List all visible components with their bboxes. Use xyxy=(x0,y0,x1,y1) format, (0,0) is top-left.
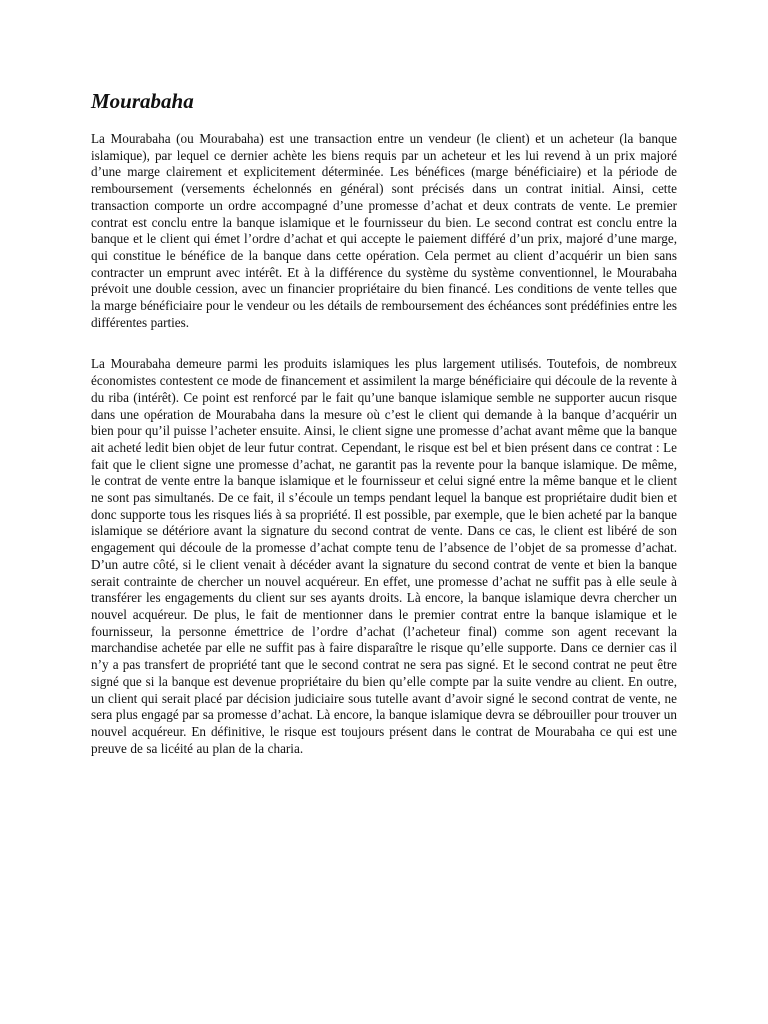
paragraph-risk-analysis: La Mourabaha demeure parmi les produits islamiques les plus largement utilisés. Toutefois, de nombreux économistes contestent ce mode de financement et assimilent la marge bénéficiaire qui découle de la revente à du riba (intérêt). Ce point est renforcé par le fait qu’une banque islamique semble ne supporter aucun risque dans une opération de Mourabaha dans la mesure où c’est le client qui demande à la banque d’acquérir un bien pour qu’il puisse l’acheter ensuite. Ainsi, le client signe une promesse d’achat avant même que la banque ait acheté ledit bien objet de leur futur contrat. Cependant, le risque est bel et bien présent dans ce contrat : Le fait que le client signe une promesse d’achat, ne garantit pas la revente pour la banque islamique. De même, le contrat de vente entre la banque islamique et le fournisseur et celui signé entre la même banque et le client ne sont pas simultanés. De ce fait, il s’écoule un temps pendant lequel la banque est propriétaire dudit bien et donc supporte tous les risques liés à sa propriété. Il est possible, par exemple, que le bien acheté par la banque islamique se détériore avant la signature du second contrat de vente. Dans ce cas, le client est libéré de son engagement qui découle de la promesse d’achat compte tenu de l’absence de l’objet de sa promesse d’achat. D’un autre côté, si le client venait à décéder avant la signature du second contrat de vente et bien la banque serait contrainte de chercher un nouvel acquéreur. En effet, une promesse d’achat ne suffit pas à elle seule à transférer les engagements du client sur ses ayants droits. Là encore, la banque islamique devra chercher un nouvel acquéreur. De plus, le fait de mentionner dans le premier contrat entre la banque islamique et le fournisseur, la personne émettrice de l’ordre d’achat (l’acheteur final) comme son agent recevant la marchandise achetée par elle ne suffit pas à faire disparaître le risque qu’elle supporte. Dans ce dernier cas il n’y a pas transfert de propriété tant que le second contrat ne sera pas signé. Et le second contrat ne peut être signé que si la banque est devenue propriétaire du bien qu’elle compte par la suite vendre au client. En outre, un client qui serait placé par décision judiciaire sous tutelle avant d’avoir signé le second contrat de vente, ne sera plus engagé par sa promesse d’achat. Là encore, la banque islamique devra se débrouiller pour trouver un nouvel acquéreur. En définitive, le risque est toujours présent dans le contrat de Mourabaha ce qui est une preuve de sa licéité au plan de la charia. xyxy=(91,356,677,756)
document-page xyxy=(91,88,677,757)
paragraph-definition: La Mourabaha (ou Mourabaha) est une transaction entre un vendeur (le client) et un acheteur (la banque islamique), par lequel ce dernier achète les biens requis par un acheteur et les lui revend à un prix majoré d’une marge clairement et explicitement déterminée. Les bénéfices (marge bénéficiaire) et la période de remboursement (versements échelonnés en général) sont précisés dans un contrat initial. Ainsi, cette transaction comporte un ordre accompagné d’une promesse d’achat et deux contrats de vente. Le premier contrat est conclu entre la banque islamique et le fournisseur du bien. Le second contrat est conclu entre la banque et le client qui émet l’ordre d’achat et qui accepte le paiement différé d’un prix, majoré d’une marge, qui constitue le bénéfice de la banque dans cette opération. Cela permet au client d’acquérir un bien sans contracter un emprunt avec intérêt. Et à la différence du système du système conventionnel, le Mourabaha prévoit une double cession, avec un financier propriétaire du bien financé. Les conditions de vente telles que la marge bénéficiaire pour le vendeur ou les détails de remboursement des échéances sont prédéfinies entre les différentes parties. xyxy=(91,131,677,330)
document-title: Mourabaha xyxy=(91,89,194,113)
